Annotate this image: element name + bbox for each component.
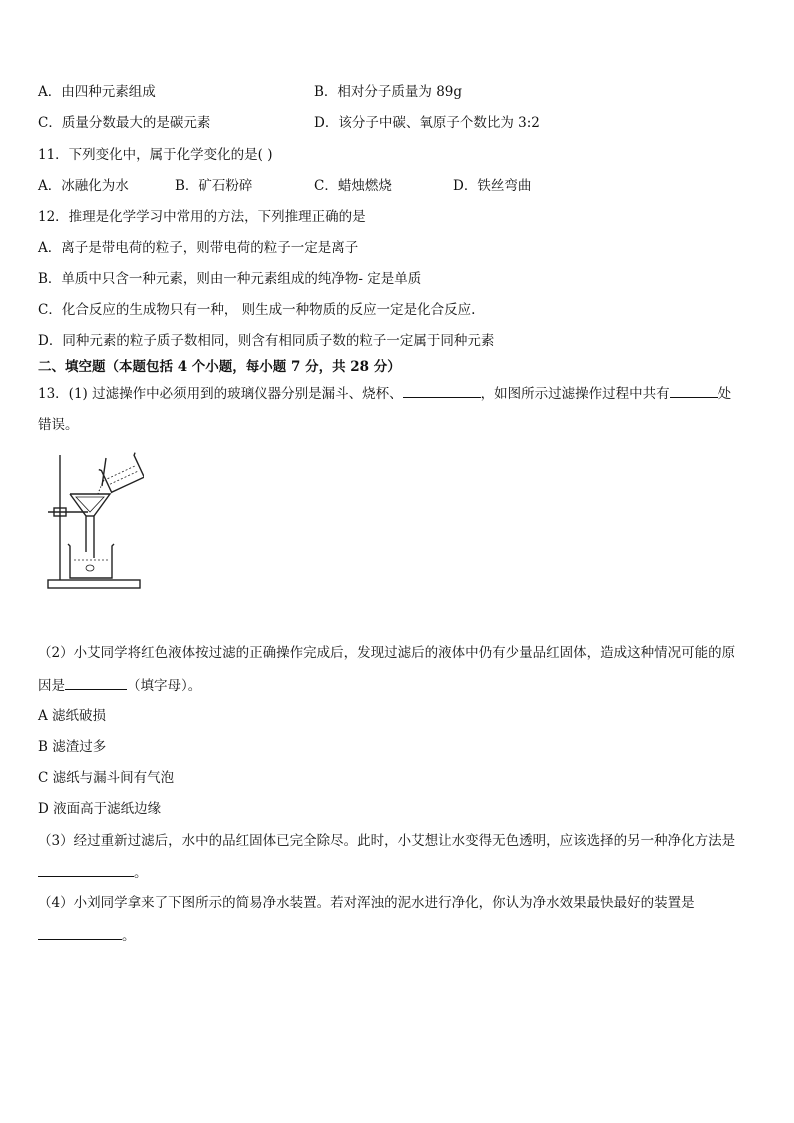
section-heading-fill-in: 二、填空题（本题包括 4 个小题，每小题 7 分，共 28 分） [38, 359, 401, 375]
q12-option-c: C．化合反应的生成物只有一种， 则生成一种物质的反应一定是化合反应. [38, 302, 476, 318]
q13-part4: （4）小刘同学拿来了下图所示的简易净水装置。若对浑浊的泥水进行净化，你认为净水效果最快最好的装置是 [38, 895, 695, 911]
q13-answer-blank-5[interactable] [38, 925, 122, 940]
q13-option-b: B 滤渣过多 [38, 739, 107, 755]
q13-part1-continued: 错误。 [38, 417, 79, 433]
q13-part2-text-c: （填字母）。 [127, 678, 202, 694]
q13-option-c: C 滤纸与漏斗间有气泡 [38, 770, 175, 786]
q11-option-d: D．铁丝弯曲 [453, 178, 532, 194]
q13-answer-blank-3[interactable] [65, 675, 127, 690]
q12-stem: 12．推理是化学学习中常用的方法，下列推理正确的是 [38, 209, 366, 225]
q13-option-d: D 液面高于滤纸边缘 [38, 801, 162, 817]
funnel-left [70, 494, 86, 552]
q13-part4-answer [38, 925, 136, 946]
q12-option-b: B．单质中只含一种元素，则由一种元素组成的纯净物- 定是单质 [38, 271, 422, 287]
q13-part2: （2）小艾同学将红色液体按过滤的正确操作完成后，发现过滤后的液体中仍有少量品红固体，造成这种情况可能的原 [38, 645, 736, 661]
q13-part3: （3）经过重新过滤后，水中的品红固体已完全除尽。此时，小艾想让水变得无色透明，应该选择的另一种净化方法是 [38, 833, 736, 849]
q11-option-a: A．冰融化为水 [38, 178, 129, 194]
stand-base [48, 580, 140, 588]
q13-part1 [38, 383, 731, 404]
q12-option-d: D．同种元素的粒子质子数相同，则含有相同质子数的粒子一定属于同种元素 [38, 333, 495, 349]
q10-option-d: D．该分子中碳、氧原子个数比为 3:2 [314, 115, 540, 131]
beaker [68, 544, 114, 578]
filtration-apparatus-figure [44, 450, 144, 595]
filter-paper [76, 497, 104, 512]
q13-part4-text-b: 。 [122, 928, 136, 944]
q11-option-c: C．蜡烛燃烧 [314, 178, 392, 194]
q13-answer-blank-4[interactable] [38, 862, 134, 877]
q11-stem: 11．下列变化中，属于化学变化的是( ) [38, 147, 273, 163]
q13-part1-text-c: 处 [717, 386, 732, 402]
q13-part2-text-b: 因是 [38, 678, 65, 694]
q11-option-b: B．矿石粉碎 [175, 178, 253, 194]
q13-part3-answer [38, 862, 148, 883]
q10-option-b: B．相对分子质量为 89g [314, 84, 463, 100]
q13-answer-blank-2[interactable] [670, 383, 718, 398]
q13-part2-continued [38, 675, 201, 696]
q13-answer-blank-1[interactable] [403, 383, 481, 398]
q13-option-a: A 滤纸破损 [38, 708, 107, 724]
funnel-right [70, 494, 110, 558]
q13-part1-text-a: 13．(1) 过滤操作中必须用到的玻璃仪器分别是漏斗、烧杯、 [38, 386, 403, 402]
q13-part1-text-b: ，如图所示过滤操作过程中共有 [480, 386, 670, 402]
q13-part3-text-b: 。 [134, 865, 148, 881]
q10-option-a: A．由四种元素组成 [38, 84, 156, 100]
q10-option-c: C．质量分数最大的是碳元素 [38, 115, 211, 131]
q12-option-a: A．离子是带电荷的粒子，则带电荷的粒子一定是离子 [38, 240, 359, 256]
